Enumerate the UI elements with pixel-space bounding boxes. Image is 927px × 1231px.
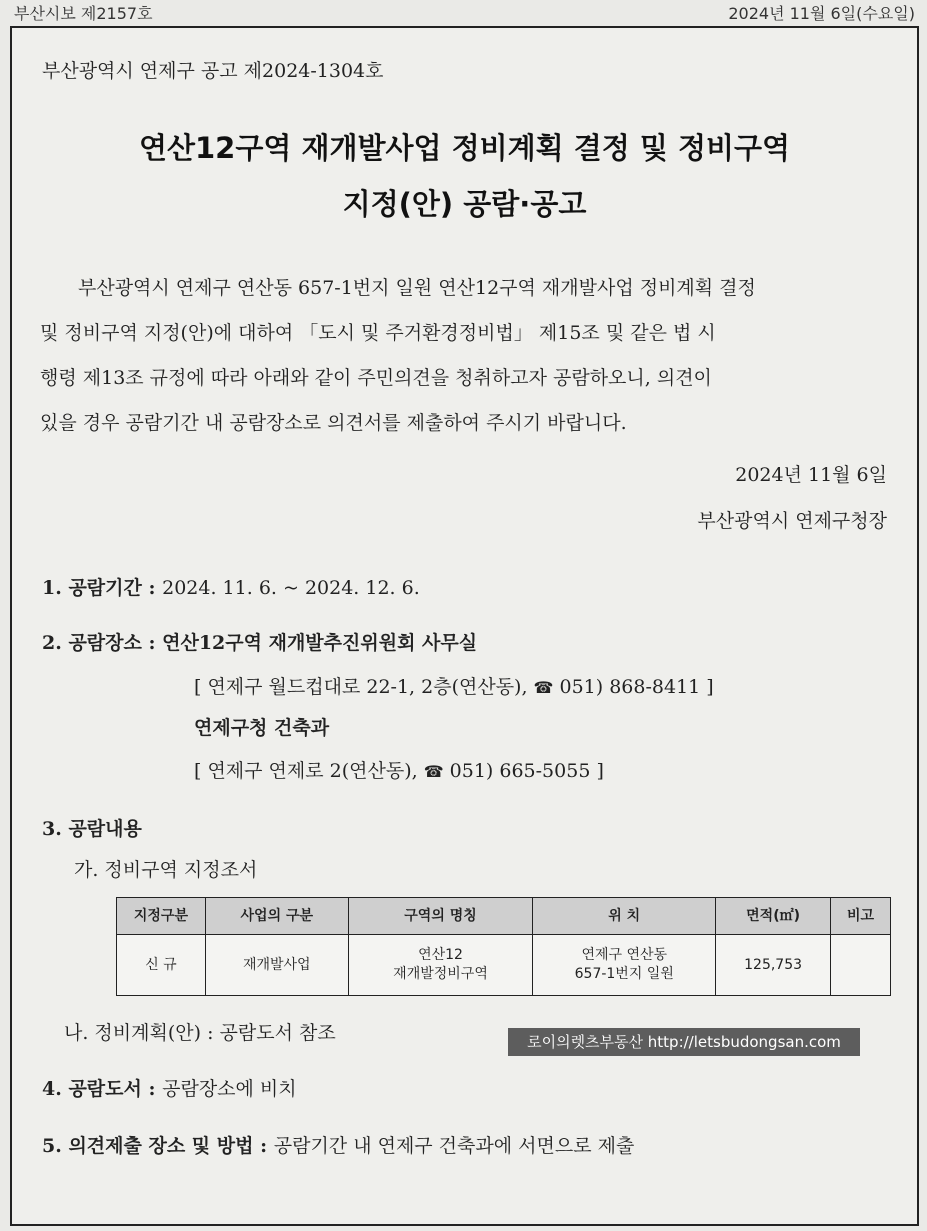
review-documents-value: 공람장소에 비치 <box>162 1078 297 1100</box>
separator: : <box>141 1078 163 1100</box>
table-header: 지정구분 <box>117 898 206 935</box>
place2-name: 연제구청 건축과 <box>194 717 330 739</box>
phone-icon: ☎ <box>533 678 554 697</box>
bulletin-header <box>0 0 927 24</box>
place1-phone: 051) 868-8411 ] <box>559 676 714 698</box>
section-label: 4. 공람도서 <box>42 1078 142 1100</box>
place1-address-text: [ 연제구 월드컵대로 22-1, 2층(연산동), <box>194 676 528 698</box>
opinion-submission-value: 공람기간 내 연제구 건축과에 서면으로 제출 <box>273 1135 635 1157</box>
location-cell <box>533 935 716 996</box>
sub-item-ga: 가. 정비구역 지정조서 <box>74 859 258 881</box>
body-line: 있을 경우 공람기간 내 공람장소로 의견서를 제출하여 주시기 바랍니다. <box>40 412 627 434</box>
location-line: 657-1번지 일원 <box>574 966 674 982</box>
section-review-documents <box>42 1074 297 1101</box>
zone-name-line: 재개발정비구역 <box>393 966 488 982</box>
place1-name: 연산12구역 재개발추진위원회 사무실 <box>162 632 478 654</box>
body-line: 부산광역시 연제구 연산동 657-1번지 일원 연산12구역 재개발사업 정비계획 결정 <box>78 277 756 299</box>
notice-title-line1: 연산12구역 재개발사업 정비계획 결정 및 정비구역 <box>138 131 791 165</box>
place2-phone: 051) 665-5055 ] <box>449 760 604 782</box>
separator: : <box>141 632 163 654</box>
table-row <box>117 935 891 996</box>
zone-name-cell <box>348 935 533 996</box>
section-label: 3. 공람내용 <box>42 818 142 840</box>
location-line: 연제구 연산동 <box>581 947 668 963</box>
remarks-cell <box>831 935 891 996</box>
place2-address <box>194 756 604 783</box>
notice-date: 2024년 11월 6일 <box>735 464 887 486</box>
separator: : <box>253 1135 274 1157</box>
bulletin-date: 2024년 11월 6일(수요일) <box>728 4 915 23</box>
table-header-row <box>117 898 891 935</box>
table-header: 면적(㎡) <box>716 898 831 935</box>
place2-name-row <box>194 713 329 740</box>
section-review-period <box>42 573 420 600</box>
notice-number: 부산광역시 연제구 공고 제2024-1304호 <box>42 60 384 82</box>
table-header: 비고 <box>831 898 891 935</box>
area-cell: 125,753 <box>716 935 831 996</box>
notice-title-line2: 지정(안) 공람·공고 <box>342 187 587 221</box>
zone-name-line: 연산12 <box>418 947 463 963</box>
section-opinion-submission <box>42 1131 634 1158</box>
notice-body <box>40 266 895 446</box>
table-header: 위 치 <box>533 898 716 935</box>
designation-cell: 신 규 <box>117 935 206 996</box>
business-type-cell: 재개발사업 <box>205 935 348 996</box>
place1-address <box>194 672 714 699</box>
table-header: 사업의 구분 <box>205 898 348 935</box>
place2-address-text: [ 연제구 연제로 2(연산동), <box>194 760 418 782</box>
table-header: 구역의 명칭 <box>348 898 533 935</box>
separator: : <box>141 577 163 599</box>
section-review-place <box>42 628 477 655</box>
section-label: 5. 의견제출 장소 및 방법 <box>42 1135 254 1157</box>
sub-item-na: 나. 정비계획(안) : 공람도서 참조 <box>64 1022 336 1044</box>
watermark-banner: 로이의렛츠부동산 http://letsbudongsan.com <box>508 1028 860 1056</box>
notice-signer: 부산광역시 연제구청장 <box>697 510 887 532</box>
review-period-value: 2024. 11. 6. ~ 2024. 12. 6. <box>162 577 420 599</box>
body-line: 행령 제13조 규정에 따라 아래와 같이 주민의견을 청취하고자 공람하오니, 의견이 <box>40 367 712 389</box>
notice-document <box>10 26 919 1226</box>
section-review-contents <box>42 814 142 841</box>
body-line: 및 정비구역 지정(안)에 대하여 「도시 및 주거환경정비법」 제15조 및 같은 법 시 <box>40 322 716 344</box>
bulletin-number: 부산시보 제2157호 <box>14 4 153 23</box>
section-label: 2. 공람장소 <box>42 632 142 654</box>
section-label: 1. 공람기간 <box>42 577 142 599</box>
phone-icon: ☎ <box>423 762 444 781</box>
zone-designation-table <box>116 897 891 996</box>
